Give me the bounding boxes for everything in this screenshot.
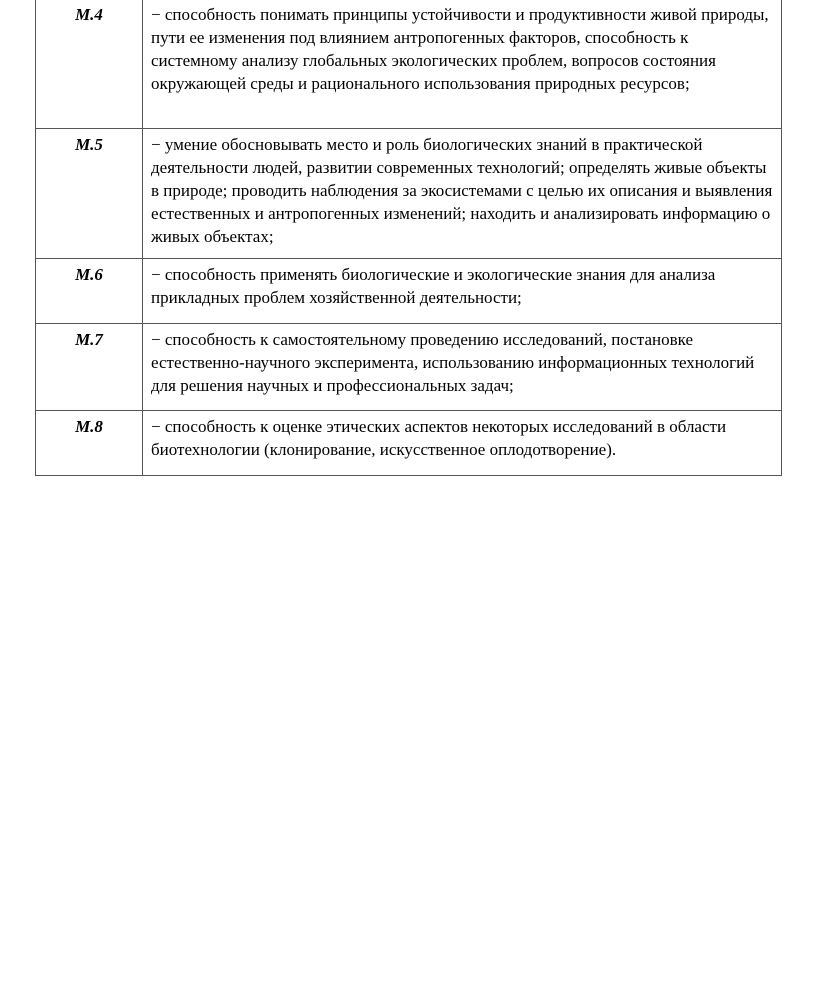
- competency-description: [143, 411, 782, 476]
- description-text: − способность к оценке этических аспектов некоторых исследований в области биотехнологии (клонирование, искусственное оплодотворение).: [151, 417, 727, 459]
- table-row: [36, 0, 782, 129]
- description-text: − способность применять биологические и экологические знания для анализа прикладных проблем хозяйственной деятельности;: [151, 265, 716, 307]
- competency-description: [143, 259, 782, 324]
- table-row: [36, 411, 782, 476]
- competency-code: М.4: [36, 0, 143, 129]
- description-text: − способность к самостоятельному проведению исследований, постановке естественно-научного эксперимента, использованию информационных технологий для решения научных и профессиональных задач;: [151, 330, 755, 395]
- table-row: [36, 259, 782, 324]
- competency-description: [143, 324, 782, 411]
- table-row: [36, 129, 782, 259]
- description-text: − умение обосновывать место и роль биологических знаний в практической деятельности людей, развитии современных технологий; определять живые объекты в природе; проводить наблюдения за экосистемами с целью их описания и выявления естественных и антропогенных изменений; находить и анализировать информацию о живых объектах;: [151, 135, 773, 246]
- competency-code: М.7: [36, 324, 143, 411]
- table-row: [36, 324, 782, 411]
- competency-code: М.5: [36, 129, 143, 259]
- competency-code: М.8: [36, 411, 143, 476]
- competency-table: [35, 0, 782, 476]
- competency-description: [143, 0, 782, 129]
- description-text: − способность понимать принципы устойчивости и продуктивности живой природы, пути ее изменения под влиянием антропогенных факторов, способность к системному анализу глобальных экологических проблем, вопросов состояния окружающей среды и рационального использования природных ресурсов;: [151, 5, 769, 93]
- competency-description: [143, 129, 782, 259]
- competency-code: М.6: [36, 259, 143, 324]
